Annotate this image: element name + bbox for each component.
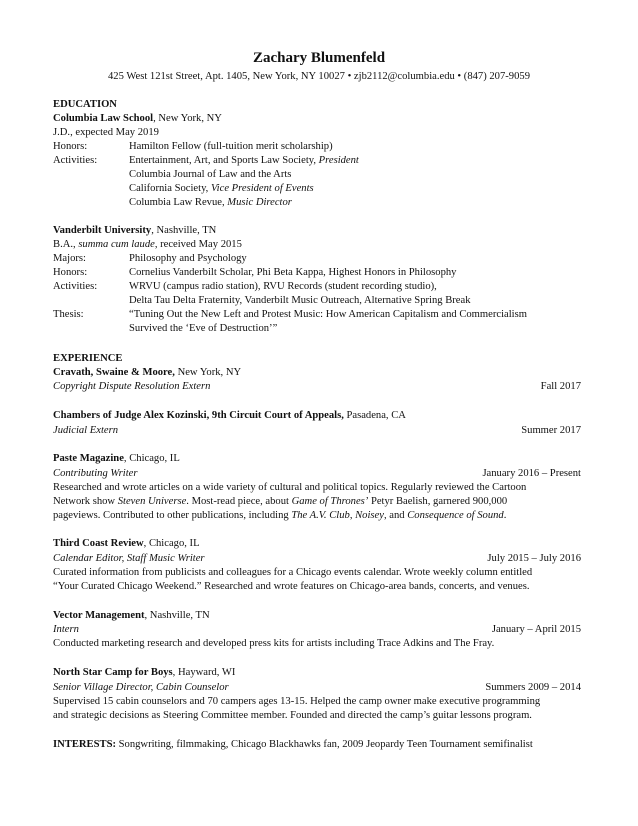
activity-role: President — [318, 155, 359, 166]
columbia-honors: Hamilton Fellow (full-tuition merit scholarship) — [129, 141, 333, 152]
vanderbilt-honors-label: Honors: — [53, 267, 88, 278]
kozinski-location: Pasadena, CA — [343, 410, 406, 421]
columbia-school: Columbia Law School — [53, 113, 154, 124]
vanderbilt-location: , Nashville, TN — [151, 225, 217, 236]
degree-text: B.A., — [53, 239, 79, 250]
paste-desc-1: Researched and wrote articles on a wide variety of cultural and political topics. Regularly reviewed the Cartoon — [53, 482, 527, 493]
desc-text: Network show — [53, 496, 118, 507]
northstar-title: Senior Village Director, Cabin Counselor — [53, 682, 229, 693]
vector-location: , Nashville, TN — [144, 610, 210, 621]
paste-org-line — [53, 452, 583, 466]
cravath-location: New York, NY — [174, 367, 242, 378]
paste-desc-3 — [53, 509, 583, 523]
paste-org: Paste Magazine — [53, 453, 124, 464]
vanderbilt-honors: Cornelius Vanderbilt Scholar, Phi Beta Kappa, Highest Honors in Philosophy — [129, 267, 457, 278]
columbia-activity-2: Columbia Journal of Law and the Arts — [129, 169, 292, 180]
desc-text: . Most-read piece, about — [186, 496, 292, 507]
northstar-desc-1: Supervised 15 cabin counselors and 70 campers ages 13-15. Helped the camp owner make executive programming — [53, 696, 541, 707]
interests-label: INTERESTS: — [53, 739, 116, 750]
thirdcoast-title: Calendar Editor, Staff Music Writer — [53, 553, 205, 564]
vanderbilt-thesis-2: Survived the ‘Eve of Destruction’” — [129, 323, 278, 334]
desc-text: , — [349, 510, 356, 521]
activity-text: Columbia Law Revue, — [129, 197, 228, 208]
thirdcoast-desc-1: Curated information from publicists and colleagues for a Chicago events calendar. Wrote weekly column entitled — [53, 567, 533, 578]
columbia-activity-4 — [129, 196, 292, 210]
vanderbilt-thesis-1: “Tuning Out the New Left and Protest Music: How American Capitalism and Commercialism — [129, 309, 527, 320]
vanderbilt-majors: Philosophy and Psychology — [129, 253, 247, 264]
columbia-activities-label: Activities: — [53, 155, 98, 166]
vanderbilt-activity-2: Delta Tau Delta Fraternity, Vanderbilt Music Outreach, Alternative Spring Break — [129, 295, 471, 306]
desc-title: Steven Universe — [117, 496, 187, 507]
desc-title: Game of Thrones’ — [291, 496, 369, 507]
paste-title: Contributing Writer — [53, 468, 138, 479]
cravath-org-line — [53, 366, 583, 380]
vanderbilt-school: Vanderbilt University — [53, 225, 152, 236]
thirdcoast-location: , Chicago, IL — [143, 538, 200, 549]
paste-date: January 2016 – Present — [482, 468, 581, 479]
vanderbilt-activity-1: WRVU (campus radio station), RVU Records (student recording studio), — [129, 281, 437, 292]
activity-role: Music Director — [227, 197, 292, 208]
columbia-activity-1 — [129, 154, 359, 168]
desc-text: Petyr Baelish, garnered 900,000 — [368, 496, 508, 507]
cravath-title: Copyright Dispute Resolution Extern — [53, 381, 211, 392]
desc-title: Noisey — [355, 510, 384, 521]
vanderbilt-degree — [53, 238, 583, 252]
vector-title: Intern — [53, 624, 79, 635]
columbia-school-line — [53, 112, 583, 126]
thirdcoast-org-line — [53, 537, 583, 551]
northstar-date: Summers 2009 – 2014 — [485, 682, 581, 693]
columbia-honors-label: Honors: — [53, 141, 88, 152]
northstar-org: North Star Camp for Boys — [53, 667, 173, 678]
education-heading: EDUCATION — [53, 99, 117, 110]
degree-honor: summa cum laude — [78, 239, 155, 250]
columbia-activity-3 — [129, 182, 314, 196]
vanderbilt-thesis-label: Thesis: — [53, 309, 84, 320]
kozinski-org: Chambers of Judge Alex Kozinski, 9th Circuit Court of Appeals, — [53, 410, 344, 421]
activity-text: California Society, — [129, 183, 211, 194]
vector-date: January – April 2015 — [491, 624, 581, 635]
thirdcoast-org: Third Coast Review — [53, 538, 144, 549]
cravath-org: Cravath, Swaine & Moore, — [53, 367, 175, 378]
degree-date: , received May 2015 — [154, 239, 242, 250]
thirdcoast-desc-2: “Your Curated Chicago Weekend.” Researched and wrote features on Chicago-area bands, concerts, and venues. — [53, 581, 530, 592]
vanderbilt-school-line — [53, 224, 583, 238]
desc-text: . — [503, 510, 507, 521]
cravath-date: Fall 2017 — [540, 381, 581, 392]
northstar-org-line — [53, 666, 583, 680]
resume-name: Zachary Blumenfeld — [252, 50, 386, 66]
desc-text: pageviews. Contributed to other publications, including — [53, 510, 292, 521]
interests-text: Songwriting, filmmaking, Chicago Blackhawks fan, 2009 Jeopardy Teen Tournament semifinalist — [116, 739, 533, 750]
vanderbilt-activities-label: Activities: — [53, 281, 98, 292]
desc-text: , and — [383, 510, 408, 521]
vector-org: Vector Management — [53, 610, 145, 621]
northstar-location: , Hayward, WI — [172, 667, 236, 678]
paste-location: , Chicago, IL — [123, 453, 180, 464]
desc-title: The A.V. Club — [291, 510, 350, 521]
northstar-desc-2: and strategic decisions as Steering Committee member. Founded and directed the camp’s guitar lessons program. — [53, 710, 532, 721]
columbia-degree: J.D., expected May 2019 — [53, 127, 159, 138]
kozinski-title: Judicial Extern — [53, 425, 119, 436]
kozinski-org-line — [53, 409, 583, 423]
activity-text: Entertainment, Art, and Sports Law Society, — [129, 155, 319, 166]
kozinski-date: Summer 2017 — [521, 425, 581, 436]
paste-desc-2 — [53, 495, 583, 509]
activity-role: Vice President of Events — [210, 183, 314, 194]
thirdcoast-date: July 2015 – July 2016 — [487, 553, 581, 564]
columbia-location: , New York, NY — [153, 113, 222, 124]
desc-title: Consequence of Sound — [407, 510, 504, 521]
vector-desc-1: Conducted marketing research and developed press kits for artists including Trace Adkins and The Fray. — [53, 638, 495, 649]
experience-heading: EXPERIENCE — [53, 353, 123, 364]
interests-line — [53, 738, 583, 752]
vanderbilt-majors-label: Majors: — [53, 253, 86, 264]
contact-line: 425 West 121st Street, Apt. 1405, New York, NY 10027 • zjb2112@columbia.edu • (847) 207-9059 — [108, 71, 530, 82]
vector-org-line — [53, 609, 583, 623]
